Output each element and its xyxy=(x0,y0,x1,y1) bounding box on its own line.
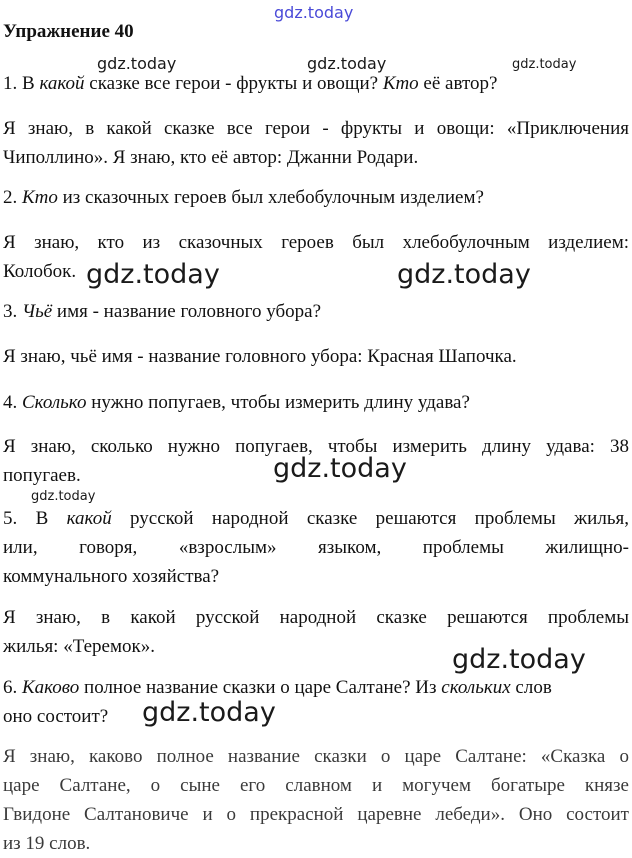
answer-1: Я знаю, в какой сказке все герои - фрукты и овощи: «Приключения Чиполлино». Я знаю, кто её автор: Джанни Родари. xyxy=(3,118,629,168)
page-title: Упражнение 40 xyxy=(3,21,134,42)
watermark: gdz.today xyxy=(307,54,387,73)
question-1: 1. В какой сказке все герои - фрукты и овощи? Кто её автор? xyxy=(3,73,498,94)
answer-6: Я знаю, каково полное название сказки о царе Салтане: «Сказка о царе Салтане, о сыне его славном и могучем богатыре князе Гвидоне Салтановиче и о прекрасной царевне лебеди». Оно состоит из 19 слов. xyxy=(3,746,629,854)
answer-4: Я знаю, сколько нужно попугаев, чтобы измерить длину удава: 38 попугаев. xyxy=(3,436,629,486)
watermark: gdz.today xyxy=(452,644,586,675)
watermark: gdz.today xyxy=(142,697,276,728)
question-3: 3. Чьё имя - название головного убора? xyxy=(3,301,322,322)
watermark: gdz.today xyxy=(31,489,96,504)
question-4: 4. Сколько нужно попугаев, чтобы измерить длину удава? xyxy=(3,392,470,413)
watermark: gdz.today xyxy=(397,259,531,290)
watermark-top: gdz.today xyxy=(274,3,354,22)
watermark: gdz.today xyxy=(273,453,407,484)
question-6: 6. Каково полное название сказки о царе Салтане? Из скольких слов оно состоит? xyxy=(3,677,552,727)
answer-5: Я знаю, в какой русской народной сказке решаются проблемы жилья: «Теремок». xyxy=(3,607,629,657)
answer-2: Я знаю, кто из сказочных героев был хлебобулочным изделием: Колобок. xyxy=(3,232,629,282)
question-2: 2. Кто из сказочных героев был хлебобулочным изделием? xyxy=(3,187,484,208)
watermark: gdz.today xyxy=(97,54,177,73)
watermark: gdz.today xyxy=(86,259,220,290)
answer-3: Я знаю, чьё имя - название головного убора: Красная Шапочка. xyxy=(3,346,517,367)
watermark: gdz.today xyxy=(512,57,577,72)
question-5: 5. В какой русской народной сказке решаются проблемы жилья, или, говоря, «взрослым» языком, проблемы жилищно- коммунального хозяйства? xyxy=(3,508,629,587)
